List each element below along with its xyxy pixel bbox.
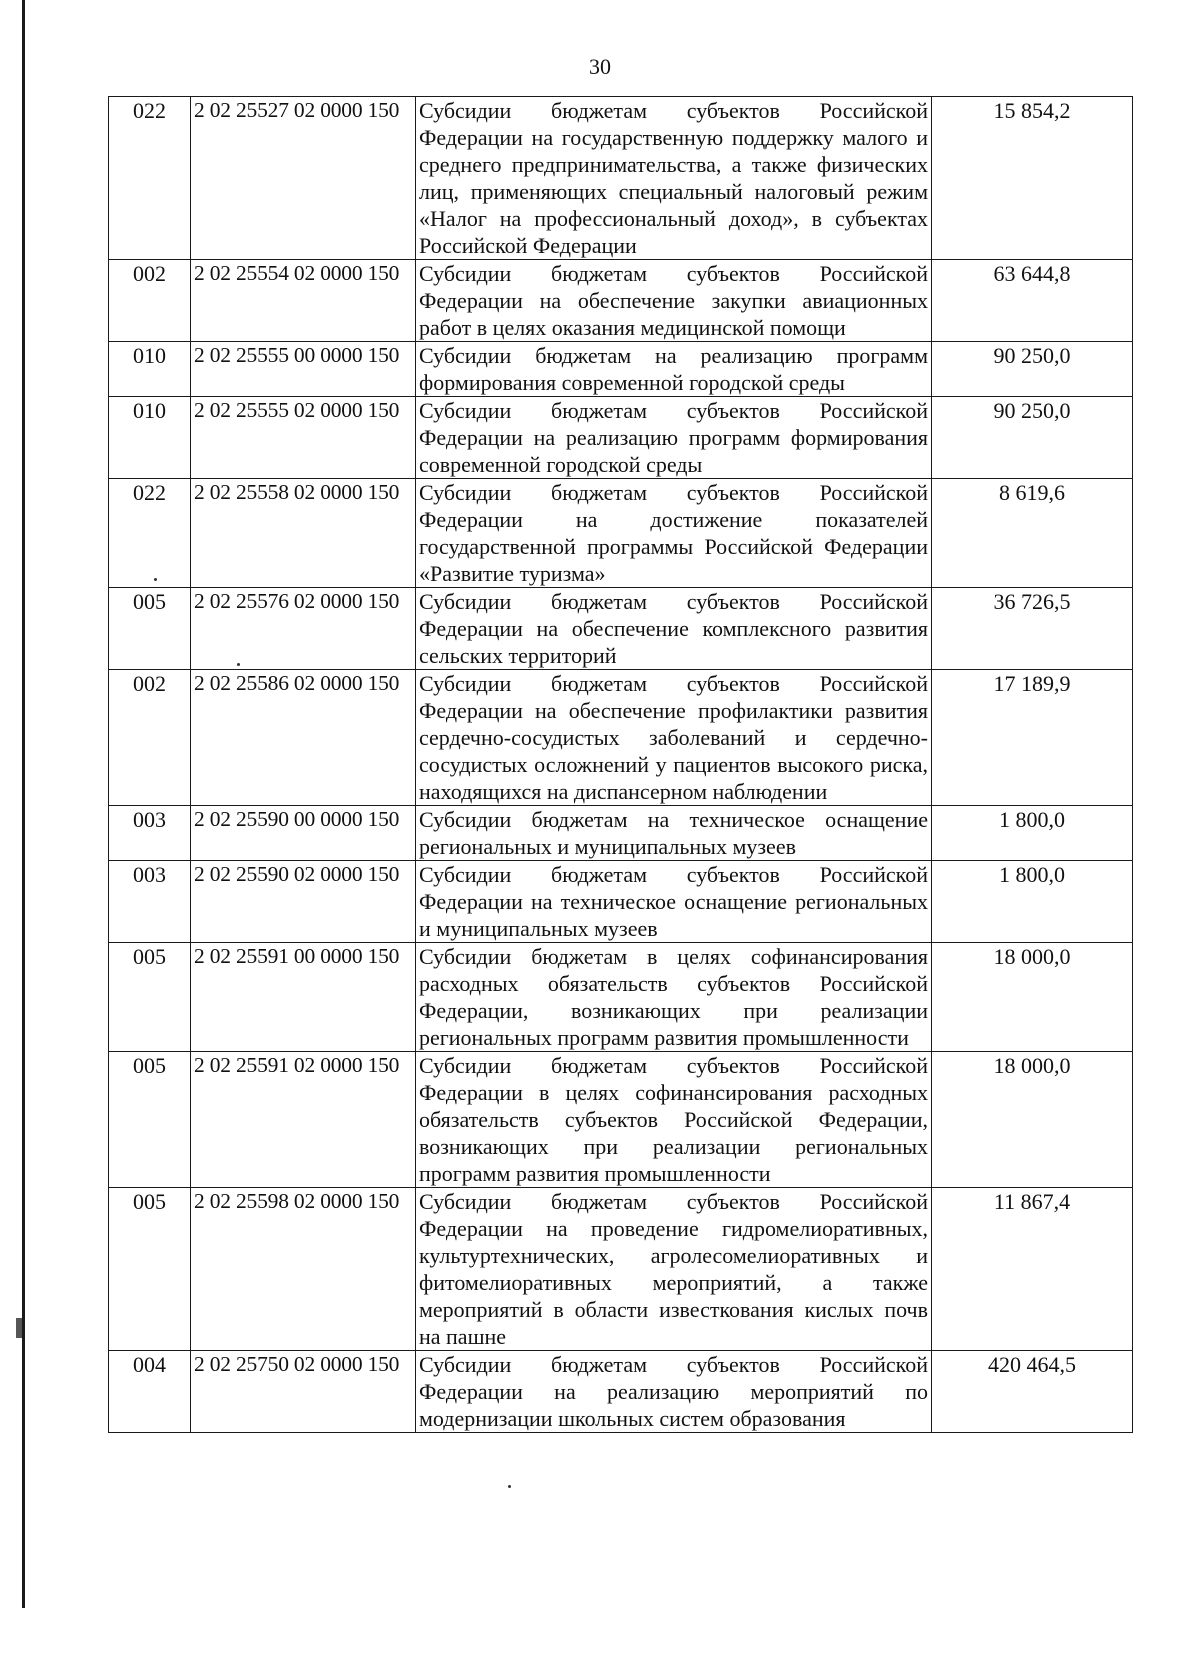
- table-row: [109, 943, 1133, 1052]
- scan-speck: [154, 578, 157, 581]
- amount-cell: 63 644,8: [932, 260, 1133, 342]
- table-body: [109, 97, 1133, 1433]
- admin-code-cell: 004: [109, 1351, 191, 1433]
- table-row: [109, 670, 1133, 806]
- budget-code-cell: 2 02 25558 02 0000 150: [191, 479, 416, 588]
- description-cell: Субсидии бюджетам субъектов Российской Федерации на обеспечение комплексного развития сельских территорий: [416, 588, 932, 670]
- admin-code-cell: 005: [109, 1188, 191, 1351]
- description-cell: Субсидии бюджетам субъектов Российской Федерации на проведение гидромелиоративных, культуртехнических, агролесомелиоративных и фитомелиоративных мероприятий, а также мероприятий в области известкования кислых почв на пашне: [416, 1188, 932, 1351]
- description-cell: Субсидии бюджетам в целях софинансирования расходных обязательств субъектов Российской Федерации, возникающих при реализации региональных программ развития промышленности: [416, 943, 932, 1052]
- table-row: [109, 397, 1133, 479]
- description-cell: Субсидии бюджетам субъектов Российской Федерации на обеспечение профилактики развития сердечно-сосудистых заболеваний и сердечно-сосудистых осложнений у пациентов высокого риска, находящихся на диспансерном наблюдении: [416, 670, 932, 806]
- amount-cell: 8 619,6: [932, 479, 1133, 588]
- admin-code-cell: 003: [109, 806, 191, 861]
- budget-code-cell: 2 02 25590 00 0000 150: [191, 806, 416, 861]
- description-cell: Субсидии бюджетам субъектов Российской Федерации на техническое оснащение региональных и муниципальных музеев: [416, 861, 932, 943]
- admin-code-cell: 002: [109, 260, 191, 342]
- table-row: [109, 1351, 1133, 1433]
- table-row: [109, 806, 1133, 861]
- budget-code-cell: 2 02 25590 02 0000 150: [191, 861, 416, 943]
- admin-code-cell: 022: [109, 479, 191, 588]
- admin-code-cell: 022: [109, 97, 191, 260]
- table-row: [109, 97, 1133, 260]
- description-cell: Субсидии бюджетам субъектов Российской Федерации на обеспечение закупки авиационных работ в целях оказания медицинской помощи: [416, 260, 932, 342]
- table-row: [109, 479, 1133, 588]
- table-row: [109, 260, 1133, 342]
- budget-code-cell: 2 02 25598 02 0000 150: [191, 1188, 416, 1351]
- description-cell: Субсидии бюджетам субъектов Российской Федерации на достижение показателей государственной программы Российской Федерации «Развитие туризма»: [416, 479, 932, 588]
- admin-code-cell: 005: [109, 943, 191, 1052]
- admin-code-cell: 005: [109, 1052, 191, 1188]
- budget-code-cell: 2 02 25555 00 0000 150: [191, 342, 416, 397]
- amount-cell: 1 800,0: [932, 806, 1133, 861]
- admin-code-cell: 002: [109, 670, 191, 806]
- amount-cell: 36 726,5: [932, 588, 1133, 670]
- admin-code-cell: 003: [109, 861, 191, 943]
- table-row: [109, 1052, 1133, 1188]
- description-cell: Субсидии бюджетам субъектов Российской Федерации на государственную поддержку малого и среднего предпринимательства, а также физических лиц, применяющих специальный налоговый режим «Налог на профессиональный доход», в субъектах Российской Федерации: [416, 97, 932, 260]
- scan-speck: [237, 663, 240, 666]
- budget-code-cell: 2 02 25554 02 0000 150: [191, 260, 416, 342]
- amount-cell: 90 250,0: [932, 397, 1133, 479]
- budget-code-cell: 2 02 25591 00 0000 150: [191, 943, 416, 1052]
- budget-revenue-table: [108, 96, 1133, 1433]
- scan-speck: [508, 1485, 511, 1488]
- scan-left-edge-line: [22, 0, 25, 1608]
- budget-code-cell: 2 02 25555 02 0000 150: [191, 397, 416, 479]
- admin-code-cell: 010: [109, 342, 191, 397]
- description-cell: Субсидии бюджетам субъектов Российской Федерации на реализацию мероприятий по модернизации школьных систем образования: [416, 1351, 932, 1433]
- description-cell: Субсидии бюджетам субъектов Российской Федерации в целях софинансирования расходных обязательств субъектов Российской Федерации, возникающих при реализации региональных программ развития промышленности: [416, 1052, 932, 1188]
- table-row: [109, 861, 1133, 943]
- budget-code-cell: 2 02 25750 02 0000 150: [191, 1351, 416, 1433]
- description-cell: Субсидии бюджетам субъектов Российской Федерации на реализацию программ формирования современной городской среды: [416, 397, 932, 479]
- admin-code-cell: 010: [109, 397, 191, 479]
- amount-cell: 18 000,0: [932, 943, 1133, 1052]
- table-row: [109, 342, 1133, 397]
- amount-cell: 18 000,0: [932, 1052, 1133, 1188]
- budget-code-cell: 2 02 25576 02 0000 150: [191, 588, 416, 670]
- amount-cell: 15 854,2: [932, 97, 1133, 260]
- admin-code-cell: 005: [109, 588, 191, 670]
- description-cell: Субсидии бюджетам на техническое оснащение региональных и муниципальных музеев: [416, 806, 932, 861]
- page-number: 30: [589, 54, 611, 79]
- budget-code-cell: 2 02 25591 02 0000 150: [191, 1052, 416, 1188]
- amount-cell: 11 867,4: [932, 1188, 1133, 1351]
- table-row: [109, 1188, 1133, 1351]
- budget-code-cell: 2 02 25527 02 0000 150: [191, 97, 416, 260]
- amount-cell: 90 250,0: [932, 342, 1133, 397]
- scan-edge-mark: [16, 1318, 22, 1338]
- table-row: [109, 588, 1133, 670]
- amount-cell: 1 800,0: [932, 861, 1133, 943]
- amount-cell: 17 189,9: [932, 670, 1133, 806]
- amount-cell: 420 464,5: [932, 1351, 1133, 1433]
- description-cell: Субсидии бюджетам на реализацию программ формирования современной городской среды: [416, 342, 932, 397]
- budget-code-cell: 2 02 25586 02 0000 150: [191, 670, 416, 806]
